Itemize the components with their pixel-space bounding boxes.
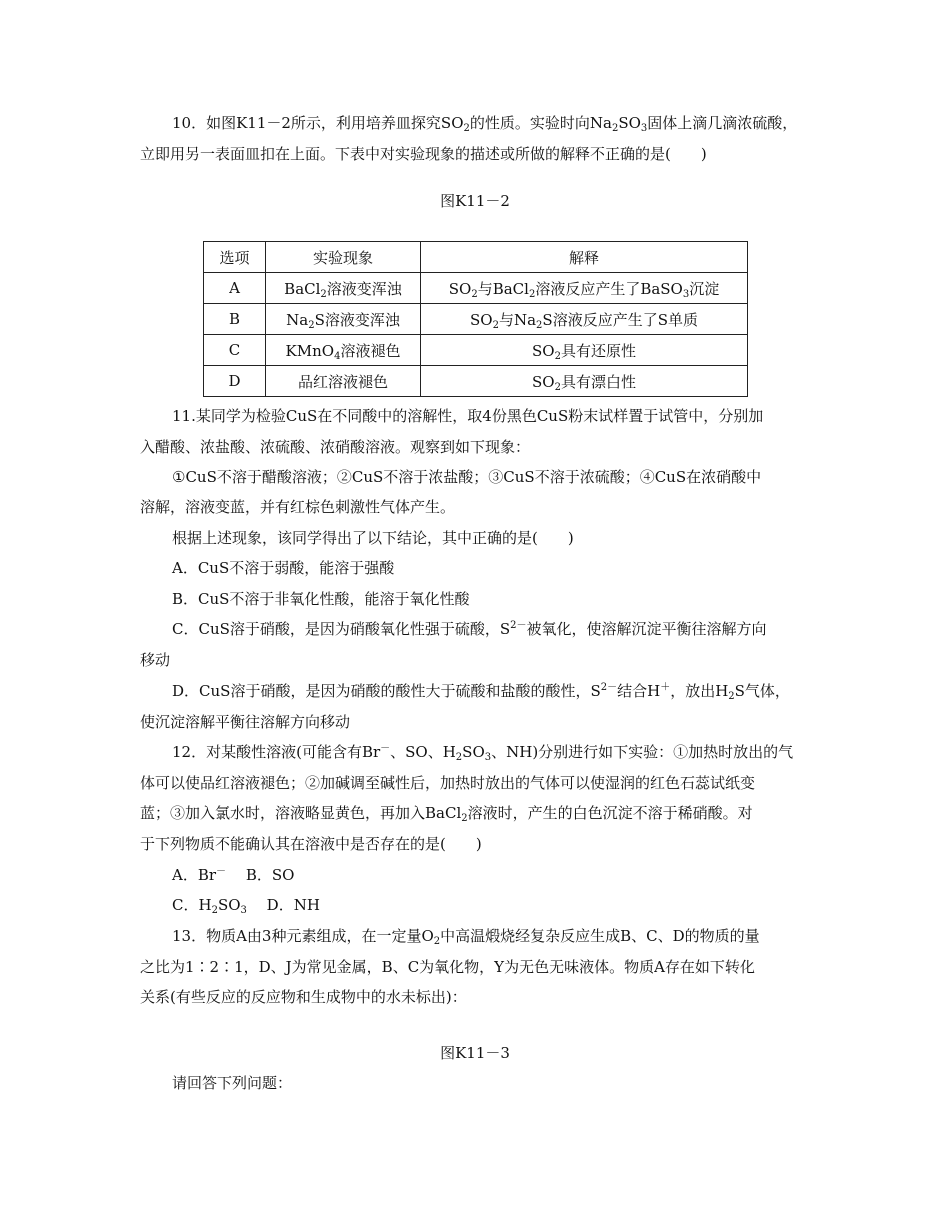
- row-option: C: [204, 335, 266, 366]
- q13-line-2: 之比为1∶2∶1，D、J为常见金属，B、C为氧化物，Y为无色无味液体。物质A存在如下转化: [140, 958, 755, 976]
- q13-figure-caption: 图K11－3: [440, 1044, 510, 1062]
- q11-option-b: B．CuS不溶于非氧化性酸，能溶于氧化性酸: [172, 590, 470, 608]
- q11-option-d: D．CuS溶于硝酸，是因为硝酸的酸性大于硫酸和盐酸的酸性，$S^{2-}$结合H＋，放出$H_2S$气体，: [172, 682, 790, 702]
- header-option: 选项: [204, 242, 266, 273]
- q11-line-4: 溶解，溶液变蓝，并有红棕色刺激性气体产生。: [140, 498, 456, 516]
- row-phenomenon: BaCl$_2$溶液变浑浊: [266, 273, 421, 304]
- row-option: B: [204, 304, 266, 335]
- row-option: D: [204, 366, 266, 397]
- q11-line-5: 根据上述现象，该同学得出了以下结论，其中正确的是( ): [172, 529, 574, 547]
- header-phenomenon: 实验现象: [266, 242, 421, 273]
- row-phenomenon: $Na_2S$溶液变浑浊: [266, 304, 421, 335]
- q11-option-c-line-2: 移动: [140, 651, 171, 669]
- q10-line-1: 10．如图K11－2所示，利用培养皿探究$SO_2$的性质。实验时向$Na_2SO_3$固体上滴几滴浓硫酸，: [172, 114, 798, 134]
- q12-line-1: 12．对某酸性溶液(可能含有Br－、SO、$H_2SO_3$、NH)分别进行如下实验：①加热时放出的气: [172, 743, 794, 763]
- q11-option-d-line-2: 使沉淀溶解平衡往溶解方向移动: [140, 713, 351, 731]
- q13-line-1: 13．物质A由3种元素组成，在一定量$O_2$中高温煅烧经复杂反应生成B、C、D的物质的量: [172, 927, 760, 947]
- row-phenomenon: 品红溶液褪色: [266, 366, 421, 397]
- q13-prompt: 请回答下列问题：: [172, 1074, 293, 1092]
- q13-line-3: 关系(有些反应的反应物和生成物中的水未标出)：: [140, 988, 467, 1006]
- row-explanation: $SO_2$具有还原性: [421, 335, 748, 366]
- q12-line-4: 于下列物质不能确认其在溶液中是否存在的是( ): [140, 835, 482, 853]
- table-row: [204, 366, 748, 397]
- q10-line-2: 立即用另一表面皿扣在上面。下表中对实验现象的描述或所做的解释不正确的是( ): [140, 145, 707, 163]
- table-row: [204, 335, 748, 366]
- q11-option-a: A．CuS不溶于弱酸，能溶于强酸: [172, 559, 395, 577]
- q11-line-3: ①CuS不溶于醋酸溶液；②CuS不溶于浓盐酸；③CuS不溶于浓硫酸；④CuS在浓硝酸中: [172, 468, 762, 486]
- q12-options-cd: C．$H_2SO_3$ D．NH: [172, 896, 320, 916]
- table-row: [204, 273, 748, 304]
- header-explanation: 解释: [421, 242, 748, 273]
- q11-line-1: 11.某同学为检验CuS在不同酸中的溶解性，取4份黑色CuS粉末试样置于试管中，分别加: [172, 407, 764, 425]
- row-explanation: $SO_2$与BaCl$_2$溶液反应产生了BaSO$_3$沉淀: [421, 273, 748, 304]
- row-option: A: [204, 273, 266, 304]
- row-explanation: $SO_2$具有漂白性: [421, 366, 748, 397]
- q10-figure-caption: 图K11－2: [440, 192, 510, 210]
- q12-line-2: 体可以使品红溶液褪色；②加碱调至碱性后，加热时放出的气体可以使湿润的红色石蕊试纸变: [140, 774, 756, 792]
- table-row: [204, 304, 748, 335]
- row-phenomenon: KMnO$_4$溶液褪色: [266, 335, 421, 366]
- experiment-table: [203, 241, 748, 397]
- q11-line-2: 入醋酸、浓盐酸、浓硫酸、浓硝酸溶液。观察到如下现象：: [140, 438, 531, 456]
- table-header-row: [204, 242, 748, 273]
- row-explanation: $SO_2$与$Na_2S$溶液反应产生了S单质: [421, 304, 748, 335]
- q12-line-3: 蓝；③加入氯水时，溶液略显黄色，再加入BaCl$_2$溶液时，产生的白色沉淀不溶于稀硝酸。对: [140, 804, 753, 824]
- q12-options-ab: A．Br－ B．SO: [172, 866, 295, 884]
- q11-option-c: C．CuS溶于硝酸，是因为硝酸氧化性强于硫酸，$S^{2-}$被氧化，使溶解沉淀平衡往溶解方向: [172, 620, 767, 638]
